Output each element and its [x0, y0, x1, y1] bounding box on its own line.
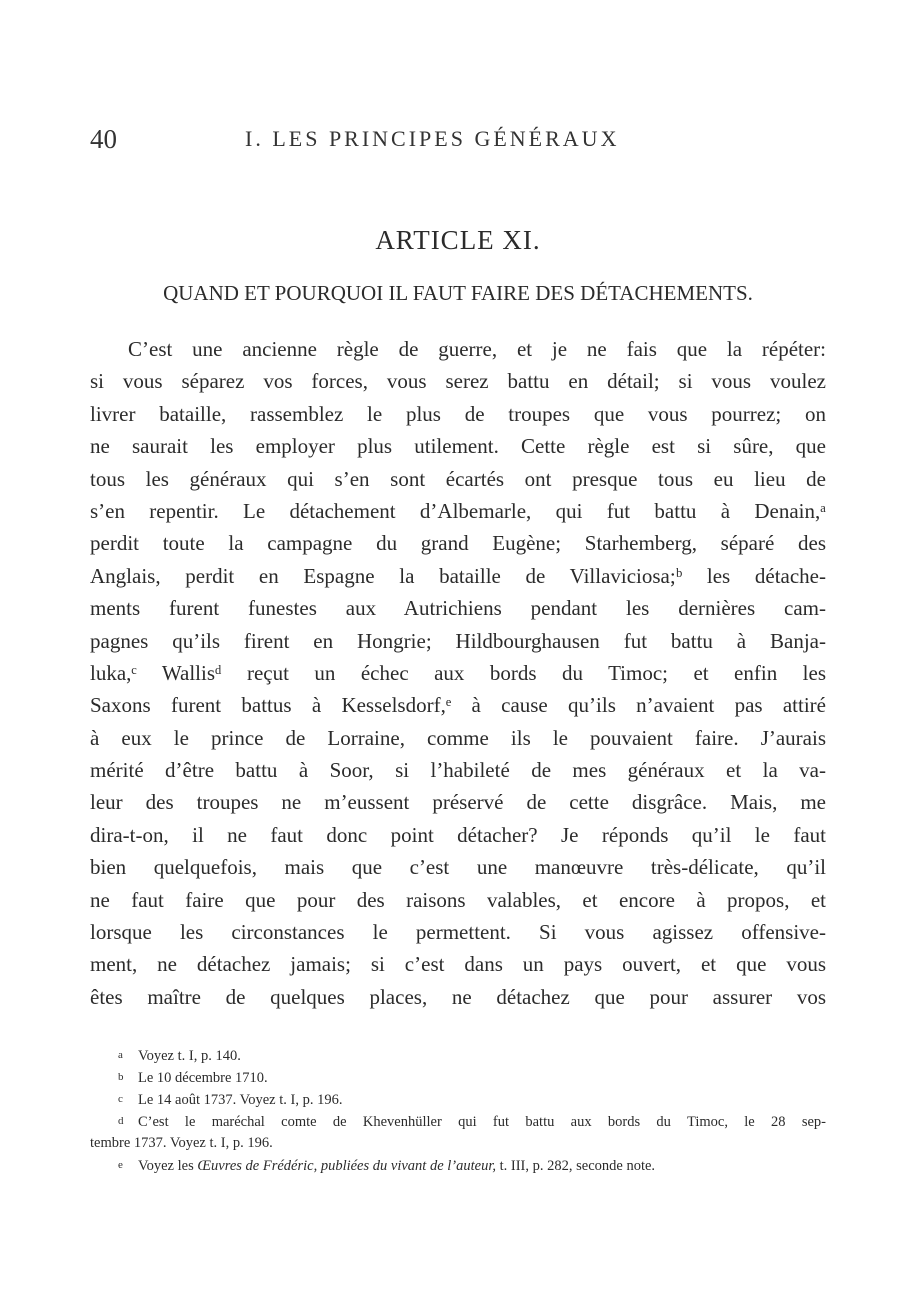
- footnote-marker: c: [118, 1093, 123, 1105]
- footnote-marker: d: [118, 1115, 124, 1127]
- body-line: ne faut faire que pour des raisons valables, et encore à propos, et: [90, 887, 826, 912]
- body-line: s’en repentir. Le détachement d’Albemarle, qui fut battu à Denain,ᵃ: [90, 498, 826, 523]
- footnote-marker: e: [118, 1159, 123, 1171]
- footnote-marker: a: [118, 1049, 123, 1061]
- footnote-d: [90, 1110, 826, 1132]
- footnotes: [90, 1044, 826, 1176]
- body-line: pagnes qu’ils firent en Hongrie; Hildbourghausen fut battu à Banja-: [90, 628, 826, 653]
- footnote-title-italic: Œuvres de Frédéric, publiées du vivant de l’auteur,: [197, 1158, 496, 1174]
- body-line: bien quelquefois, mais que c’est une manœuvre très-délicate, qu’il: [90, 855, 826, 880]
- page-number: 40: [90, 124, 117, 154]
- body-line: lorsque les circonstances le permettent. Si vous agissez offensive-: [90, 920, 826, 945]
- footnote-text: t. III, p. 282, seconde note.: [495, 1158, 656, 1174]
- footnote-text: Voyez les: [138, 1158, 198, 1174]
- footnote-marker: b: [118, 1071, 124, 1083]
- footnote-text: Le 10 décembre 1710.: [138, 1070, 268, 1086]
- body-line: Saxons furent battus à Kesselsdorf,ᵉ à cause qu’ils n’avaient pas attiré: [90, 693, 826, 718]
- body-line: êtes maître de quelques places, ne détachez que pour assurer vos: [90, 984, 826, 1009]
- body-line: tous les généraux qui s’en sont écartés ont presque tous eu lieu de: [90, 466, 826, 491]
- body-line: ment, ne détachez jamais; si c’est dans un pays ouvert, et que vous: [90, 952, 826, 977]
- body-line: dira-t-on, il ne faut donc point détacher? Je réponds qu’il le faut: [90, 822, 826, 847]
- footnote-text: C’est le maréchal comte de Khevenhüller qui fut battu aux bords du Timoc, le 28 sep-: [138, 1114, 826, 1130]
- running-title: I. LES PRINCIPES GÉNÉRAUX: [245, 126, 620, 151]
- footnote-b: [90, 1066, 826, 1088]
- footnote-text: Le 14 août 1737. Voyez t. I, p. 196.: [138, 1092, 343, 1108]
- footnote-text: Voyez t. I, p. 140.: [138, 1048, 241, 1064]
- article-title: ARTICLE XI.: [375, 225, 541, 255]
- body-line: ne saurait les employer plus utilement. Cette règle est si sûre, que: [90, 434, 826, 459]
- body-line: à eux le prince de Lorraine, comme ils le pouvaient faire. J’aurais: [90, 725, 826, 750]
- body-line: livrer bataille, rassemblez le plus de troupes que vous pourrez; on: [90, 401, 826, 426]
- body-line: leur des troupes ne m’eussent préservé de cette disgrâce. Mais, me: [90, 790, 826, 815]
- body-line: ments furent funestes aux Autrichiens pendant les dernières cam-: [90, 596, 826, 621]
- body-line: luka,ᶜ Wallisᵈ reçut un échec aux bords du Timoc; et enfin les: [90, 660, 826, 685]
- footnote-d-continued: tembre 1737. Voyez t. I, p. 196.: [90, 1135, 273, 1151]
- article-body: [90, 333, 826, 1013]
- footnote-a: [90, 1044, 826, 1066]
- footnote-e: [90, 1154, 826, 1176]
- body-line: si vous séparez vos forces, vous serez battu en détail; si vous voulez: [90, 369, 826, 394]
- running-header: [90, 122, 826, 156]
- body-line: C’est une ancienne règle de guerre, et je ne fais que la répéter:: [128, 337, 826, 361]
- body-line: mérité d’être battu à Soor, si l’habileté de mes généraux et la va-: [90, 758, 826, 783]
- body-line: perdit toute la campagne du grand Eugène; Starhemberg, séparé des: [90, 531, 826, 556]
- body-line: Anglais, perdit en Espagne la bataille de Villaviciosa;ᵇ les détache-: [90, 563, 826, 588]
- footnote-c: [90, 1088, 826, 1110]
- article-subtitle: QUAND ET POURQUOI IL FAUT FAIRE DES DÉTACHEMENTS.: [163, 281, 753, 305]
